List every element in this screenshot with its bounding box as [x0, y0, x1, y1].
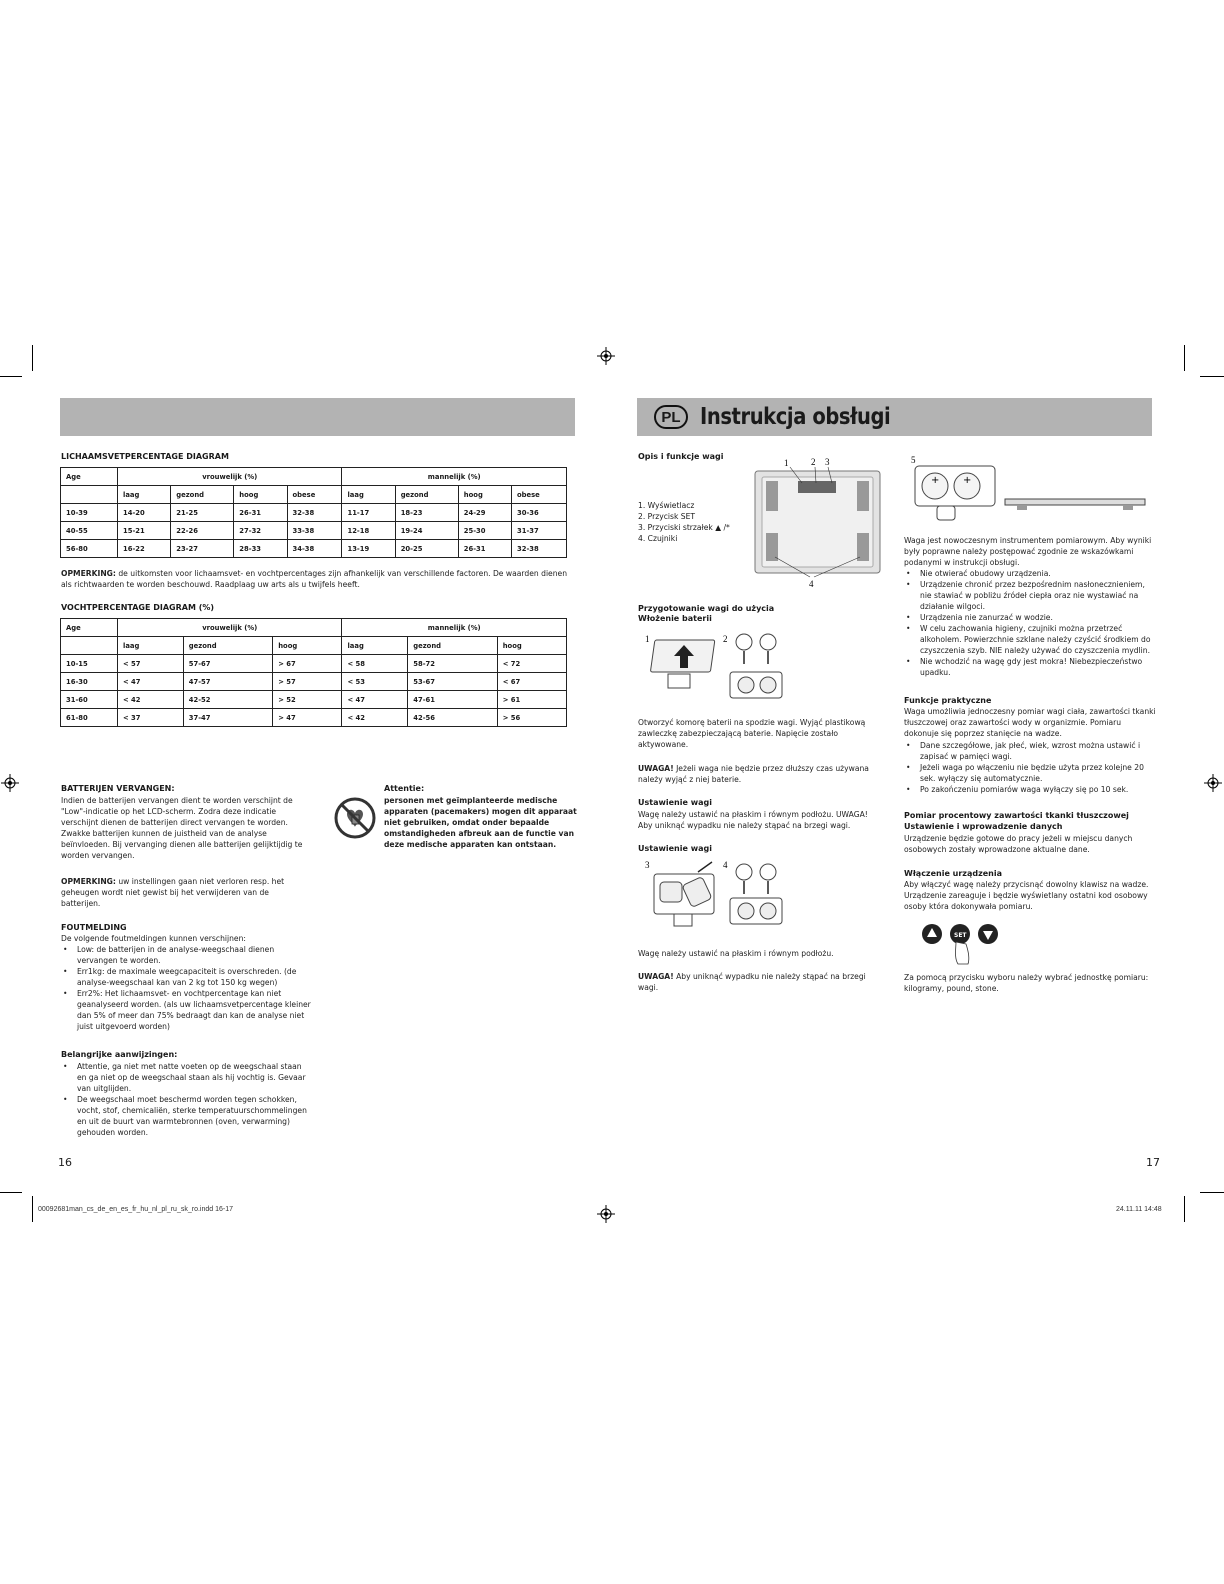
table-header: obese [287, 486, 342, 504]
table-cell: 12-18 [342, 522, 395, 540]
error-heading: FOUTMELDING [61, 923, 127, 932]
registration-mark-icon [597, 1205, 615, 1223]
table-cell: 40-55 [61, 522, 118, 540]
list-item: • Urządzenia nie zanurzać w wodzie. [904, 612, 1156, 623]
crop-mark [0, 376, 22, 377]
footer-filename: 00092681man_cs_de_en_es_fr_hu_nl_pl_ru_sk_ro.indd 16-17 [38, 1206, 233, 1213]
table-cell: > 56 [497, 709, 566, 727]
fat-measure-text: Urządzenie będzie gotowe do pracy jeżeli w miejscu danych osobowych zostały wprowadzone aktualne dane. [904, 834, 1133, 854]
table-header: obese [511, 486, 566, 504]
table-cell: 18-23 [395, 504, 458, 522]
table-cell: 47-57 [183, 673, 272, 691]
table-cell: < 47 [118, 673, 184, 691]
crop-mark [1184, 345, 1185, 371]
table-cell: 22-26 [171, 522, 234, 540]
crop-mark [1200, 1192, 1224, 1193]
table-cell: 19-24 [395, 522, 458, 540]
fat-table [60, 467, 567, 558]
important-section [61, 1061, 311, 1138]
table-cell: 25-30 [458, 522, 511, 540]
footer-date: 24.11.11 14:48 [1116, 1206, 1162, 1213]
power-heading: Włączenie urządzenia [904, 869, 1003, 878]
table-header: hoog [458, 486, 511, 504]
table-row [61, 673, 567, 691]
table-row [61, 691, 567, 709]
table-row [61, 709, 567, 727]
table-cell: 42-56 [408, 709, 497, 727]
table-header: laag [342, 486, 395, 504]
warning-label: UWAGA! [638, 972, 674, 981]
battery-insertion-illustration [644, 632, 794, 702]
table-cell: > 67 [273, 655, 342, 673]
list-item: 3. Przyciski strzałek ▲ /* [638, 523, 730, 532]
left-header-bar [60, 398, 575, 436]
table-cell: 27-32 [234, 522, 287, 540]
table-header: gezond [395, 486, 458, 504]
note-text: uw instellingen gaan niet verloren resp. het geheugen wordt niet gewist bij het verwijderen van de batterijen. [61, 877, 285, 908]
battery-insert-heading: Włożenie baterii [638, 614, 712, 623]
list-item: 1. Wyświetlacz [638, 501, 695, 510]
table-cell: 30-36 [511, 504, 566, 522]
table-cell: 28-33 [234, 540, 287, 558]
table-cell: 13-19 [342, 540, 395, 558]
battery-text: Indien de batterijen vervangen dient te worden verschijnt de "Low"-indicatie op het LCD-scherm. Zodra deze indicatie verschijnt dienen de batterijen direct vervangen te worden. Zwakke batterijen kunnen de juistheid van de analyse beïnvloeden. Bij vervanging dienen alle batterijen gelijktijdig te worden vervangen. [61, 796, 303, 860]
table-cell: 58-72 [408, 655, 497, 673]
list-item: • Nie wchodzić na wagę gdy jest mokra! Niebezpieczeństwo upadku. [904, 656, 1156, 678]
functions-section [904, 740, 1156, 795]
table-cell: < 42 [342, 709, 408, 727]
list-item: • Attentie, ga niet met natte voeten op de weegschaal staan en ga niet op de weegschaal staan als hij vochtig is. Gevaar van uitglijden. [61, 1061, 311, 1094]
table-header: Age [61, 468, 118, 486]
table-cell: 14-20 [118, 504, 171, 522]
svg-text:4: 4 [723, 860, 728, 870]
title-text: Instrukcja obsługi [700, 404, 891, 430]
crop-mark [0, 1192, 22, 1193]
functions-heading: Funkcje praktyczne [904, 696, 992, 705]
table-cell: 57-67 [183, 655, 272, 673]
table-header: vrouwelijk (%) [118, 619, 342, 637]
crop-mark [1184, 1196, 1185, 1222]
table-header: laag [342, 637, 408, 655]
diagram-label: 3 [825, 457, 830, 467]
important-heading: Belangrijke aanwijzingen: [61, 1050, 178, 1059]
list-item: • Jeżeli waga po włączeniu nie będzie użyta przez kolejne 20 sek. wyłączy się automatycznie. [904, 762, 1156, 784]
diagram-label: 4 [809, 579, 814, 589]
battery-instruction-text: Otworzyć komorę baterii na spodzie wagi. Wyjąć plastikową zawleczkę zabezpieczającą baterie. Napięcie zostało aktywowane. [638, 718, 866, 749]
table-header: vrouwelijk (%) [118, 468, 342, 486]
note-label: OPMERKING: [61, 877, 116, 886]
table-cell: < 58 [342, 655, 408, 673]
description-heading: Opis i funkcje wagi [638, 452, 724, 461]
set-label: SET [954, 932, 967, 939]
warning-label: UWAGA! [638, 764, 674, 773]
table-cell: > 61 [497, 691, 566, 709]
warning-text-2 [638, 971, 883, 993]
svg-text:1: 1 [645, 634, 650, 644]
unit-text: Za pomocą przycisku wyboru należy wybrać jednostkę pomiaru: kilogramy, pound, stone. [904, 973, 1149, 993]
list-item: • Po zakończeniu pomiarów waga wyłączy się po 10 sek. [904, 784, 1156, 795]
page-number-left: 16 [58, 1156, 72, 1169]
table-cell: < 37 [118, 709, 184, 727]
table-cell: > 47 [273, 709, 342, 727]
pacemaker-prohibited-icon [334, 797, 376, 839]
registration-mark-icon [1, 774, 19, 792]
table-cell: 37-47 [183, 709, 272, 727]
table-cell: < 47 [342, 691, 408, 709]
table-cell: 32-38 [287, 504, 342, 522]
table-cell: 23-27 [171, 540, 234, 558]
fat-diagram-heading: LICHAAMSVETPERCENTAGE DIAGRAM [61, 452, 229, 461]
diagram-label: 1 [784, 458, 789, 468]
error-intro: De volgende foutmeldingen kunnen verschijnen: [61, 934, 246, 943]
table-cell: > 52 [273, 691, 342, 709]
list-item: • Nie otwierać obudowy urządzenia. [904, 568, 1156, 579]
svg-text:3: 3 [645, 860, 650, 870]
table-cell: 11-17 [342, 504, 395, 522]
setup-text-2: Wagę należy ustawić na płaskim i równym podłożu. [638, 949, 834, 958]
page-title [654, 398, 924, 436]
table-row [61, 655, 567, 673]
error-section [61, 933, 311, 1032]
memory-note [61, 876, 306, 909]
table-cell: < 42 [118, 691, 184, 709]
table-cell: 16-22 [118, 540, 171, 558]
table-cell: 32-38 [511, 540, 566, 558]
scale-buttons-illustration [920, 918, 1000, 966]
fat-measure-subheading: Ustawienie i wprowadzenie danych [904, 822, 1063, 831]
language-badge: PL [654, 405, 688, 429]
water-diagram-heading: VOCHTPERCENTAGE DIAGRAM (%) [61, 603, 215, 612]
table-cell [61, 486, 118, 504]
svg-text:+: + [963, 475, 972, 486]
table-header: mannelijk (%) [342, 468, 567, 486]
scale-top-view-illustration [740, 455, 890, 590]
table-row [61, 504, 567, 522]
crop-mark [32, 1196, 33, 1222]
table-cell: 20-25 [395, 540, 458, 558]
table-cell [61, 637, 118, 655]
table-cell: 61-80 [61, 709, 118, 727]
table-cell: 15-21 [118, 522, 171, 540]
setup-heading-2: Ustawienie wagi [638, 844, 712, 853]
note-label: OPMERKING: [61, 569, 116, 578]
table-cell: 26-31 [458, 540, 511, 558]
registration-mark-icon [1204, 774, 1222, 792]
table-cell: 56-80 [61, 540, 118, 558]
list-item: • Low: de batterijen in de analyse-weegschaal dienen vervangen te worden. [61, 944, 311, 966]
prep-heading: Przygotowanie wagi do użycia [638, 604, 775, 613]
fat-measure-heading: Pomiar procentowy zawartości tkanki tłuszczowej [904, 811, 1129, 820]
battery-heading: BATTERIJEN VERVANGEN: [61, 784, 175, 793]
registration-mark-icon [597, 347, 615, 365]
table-cell: < 53 [342, 673, 408, 691]
note-text: de uitkomsten voor lichaamsvet- en vochtpercentages zijn afhankelijk van verschillende factoren. De waarden dienen als richtwaarden te worden beschouwd. Raadplaag uw arts als u twijfels heeft. [61, 569, 568, 589]
table-cell: 16-30 [61, 673, 118, 691]
crop-mark [32, 345, 33, 371]
battery-side-view-illustration [905, 453, 1155, 533]
table-cell: 21-25 [171, 504, 234, 522]
water-table [60, 618, 567, 727]
intro-text: Waga jest nowoczesnym instrumentem pomiarowym. Aby wyniki były poprawne należy postępować zgodnie ze wskazówkami podanymi w instrukcji obsługi. [904, 536, 1152, 567]
table-cell: 24-29 [458, 504, 511, 522]
table-header: gezond [408, 637, 497, 655]
list-item: 2. Przycisk SET [638, 512, 696, 521]
attention-text: personen met geïmplanteerde medische apparaten (pacemakers) mogen dit apparaat niet gebruiken, omdat onder bepaalde omstandigheden afbreuk aan de functie van deze medische apparaten kan ontstaan. [384, 796, 577, 849]
table-header: gezond [183, 637, 272, 655]
crop-mark [1200, 376, 1224, 377]
table-cell: < 57 [118, 655, 184, 673]
list-item: • Urządzenie chronić przez bezpośrednim nasłonecznieniem, nie stawiać w pobliżu źródeł ciepła oraz nie wystawiać na działanie wilgoci. [904, 579, 1156, 612]
warning-body: Jeżeli waga nie będzie przez dłuższy czas używana należy wyjąć z niej baterie. [638, 764, 869, 784]
list-item: • Dane szczegółowe, jak płeć, wiek, wzrost można ustawić i zapisać w pamięci wagi. [904, 740, 1156, 762]
svg-text:+: + [931, 475, 940, 486]
table-cell: 53-67 [408, 673, 497, 691]
warning-text [638, 763, 883, 785]
description-list [638, 500, 730, 544]
table-header: gezond [171, 486, 234, 504]
attention-heading: Attentie: [384, 784, 425, 793]
table-cell: < 72 [497, 655, 566, 673]
table-cell: 31-60 [61, 691, 118, 709]
diagram-label: 5 [911, 455, 916, 465]
table-header: hoog [273, 637, 342, 655]
table-cell: 42-52 [183, 691, 272, 709]
table-header: hoog [497, 637, 566, 655]
list-item: 4. Czujniki [638, 534, 678, 543]
page-number-right: 17 [1146, 1156, 1160, 1169]
table-cell: 47-61 [408, 691, 497, 709]
list-item: • De weegschaal moet beschermd worden tegen schokken, vocht, stof, chemicaliën, sterke temperatuurschommelingen en uit de buurt van warmtebronnen (oven, verwarming) gehouden worden. [61, 1094, 311, 1138]
diagram-label: 2 [811, 457, 816, 467]
table-cell: 33-38 [287, 522, 342, 540]
table-header: Age [61, 619, 118, 637]
warning-body: Aby uniknąć wypadku nie należy stąpać na brzegi wagi. [638, 972, 866, 992]
list-item: • W celu zachowania higieny, czujniki można przetrzeć alkoholem. Powierzchnie szklane należy czyścić środkiem do czyszczenia szyb. NIE należy używać do czyszczenia mydlin. [904, 623, 1156, 656]
care-section [904, 568, 1156, 678]
battery-replacement-illustration [644, 858, 794, 930]
setup-text: Wagę należy ustawić na płaskim i równym podłożu. UWAGA! Aby uniknąć wypadku nie należy stąpać na brzegi wagi. [638, 810, 868, 830]
table-cell: 34-38 [287, 540, 342, 558]
table-cell: < 67 [497, 673, 566, 691]
table-cell: 10-15 [61, 655, 118, 673]
table-row [61, 522, 567, 540]
list-item: • Err2%: Het lichaamsvet- en vochtpercentage kan niet geanalyseerd worden. (als uw lichaamsvetpercentage kleiner dan 5% of meer dan 75% bedraagt dan kan de analyse niet juist uitgevoerd worden) [61, 988, 311, 1032]
list-item: • Err1kg: de maximale weegcapaciteit is overschreden. (de analyse-weegschaal kan van 2 kg tot 150 kg wegen) [61, 966, 311, 988]
table-header: laag [118, 637, 184, 655]
svg-text:2: 2 [723, 634, 728, 644]
setup-heading: Ustawienie wagi [638, 798, 712, 807]
fat-note [61, 568, 571, 590]
table-cell: 26-31 [234, 504, 287, 522]
table-cell: > 57 [273, 673, 342, 691]
table-cell: 31-37 [511, 522, 566, 540]
table-cell: 10-39 [61, 504, 118, 522]
table-row [61, 540, 567, 558]
functions-text: Waga umożliwia jednoczesny pomiar wagi ciała, zawartości tkanki tłuszczowej oraz zawartości wody w organizmie. Pomiaru dokonuje się poprzez stanięcie na wadze. [904, 707, 1156, 738]
table-header: laag [118, 486, 171, 504]
table-header: hoog [234, 486, 287, 504]
power-text: Aby włączyć wagę należy przycisnąć dowolny klawisz na wadze. Urządzenie zareaguje i będzie wyświetlany ostatni kod osobowy osoby która dokonywała pomiaru. [904, 880, 1149, 911]
table-header: mannelijk (%) [342, 619, 567, 637]
